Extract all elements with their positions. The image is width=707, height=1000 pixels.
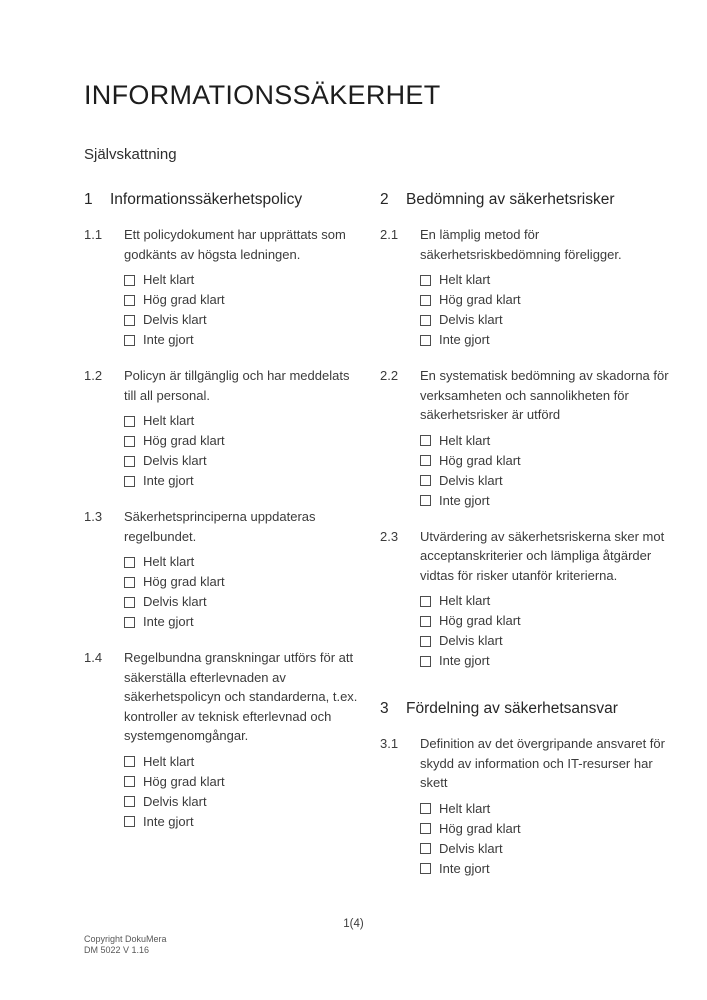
checkbox-label: Hög grad klart: [143, 574, 225, 590]
checkbox-icon[interactable]: [124, 756, 135, 767]
assessment-item: [380, 225, 670, 350]
section-title: Informationssäkerhetspolicy: [110, 191, 303, 208]
checkbox-option[interactable]: [420, 310, 670, 330]
checkbox-option[interactable]: [420, 491, 670, 511]
checkbox-icon[interactable]: [420, 656, 431, 667]
checkbox-option[interactable]: [420, 859, 670, 879]
checkbox-icon[interactable]: [124, 416, 135, 427]
checkbox-label: Hög grad klart: [143, 433, 225, 449]
checkbox-label: Delvis klart: [143, 453, 207, 469]
checkbox-icon[interactable]: [124, 315, 135, 326]
checkbox-option[interactable]: [420, 431, 670, 451]
checkbox-option[interactable]: [124, 572, 362, 592]
checkbox-label: Helt klart: [143, 554, 195, 570]
checkbox-label: Delvis klart: [143, 793, 207, 809]
checkbox-label: Inte gjort: [439, 653, 490, 669]
checkbox-icon[interactable]: [420, 475, 431, 486]
item-text: Säkerhetsprinciperna uppdateras regelbundet.: [124, 509, 316, 544]
section: [380, 190, 670, 671]
item-text: En systematisk bedömning av skadorna för verksamheten och sannolikheten för säkerhetsrisker är utförd: [420, 368, 669, 422]
checkbox-label: Inte gjort: [439, 860, 490, 876]
section: [380, 699, 670, 879]
checkbox-label: Delvis klart: [439, 312, 503, 328]
document-content: [84, 80, 669, 879]
checkbox-label: Delvis klart: [439, 633, 503, 649]
assessment-item: [84, 507, 362, 632]
checkbox-option[interactable]: [124, 592, 362, 612]
checkbox-option[interactable]: [420, 839, 670, 859]
document-subtitle: Självskattning: [84, 146, 177, 163]
section-number: 2: [380, 191, 389, 208]
assessment-item: [84, 225, 362, 350]
checkbox-option[interactable]: [124, 310, 362, 330]
checkbox-label: Hög grad klart: [439, 292, 521, 308]
checkbox-label: Hög grad klart: [439, 452, 521, 468]
checkbox-label: Inte gjort: [143, 473, 194, 489]
checkbox-option[interactable]: [420, 591, 670, 611]
checkbox-icon[interactable]: [420, 435, 431, 446]
checkbox-option[interactable]: [420, 819, 670, 839]
checkbox-icon[interactable]: [124, 557, 135, 568]
checkbox-option[interactable]: [124, 451, 362, 471]
checkbox-icon[interactable]: [124, 796, 135, 807]
checkbox-icon[interactable]: [420, 455, 431, 466]
checkbox-option[interactable]: [420, 270, 670, 290]
section-title: Fördelning av säkerhetsansvar: [406, 700, 618, 717]
document-title: INFORMATIONSSÄKERHET: [84, 80, 441, 110]
checkbox-option[interactable]: [124, 752, 362, 772]
checkbox-icon[interactable]: [124, 617, 135, 628]
item-number: 2.3: [380, 528, 399, 544]
copyright-line-1: Copyright DokuMera: [84, 934, 167, 944]
checkbox-option[interactable]: [420, 290, 670, 310]
checkbox-option[interactable]: [124, 552, 362, 572]
checkbox-label: Helt klart: [143, 753, 195, 769]
checkbox-icon[interactable]: [124, 275, 135, 286]
checkbox-option[interactable]: [124, 290, 362, 310]
option-list: [124, 270, 362, 350]
assessment-item: [84, 648, 362, 832]
item-text: Definition av det övergripande ansvaret för skydd av information och IT-resurser har skett: [420, 736, 665, 790]
checkbox-label: Delvis klart: [143, 594, 207, 610]
checkbox-option[interactable]: [124, 772, 362, 792]
checkbox-label: Helt klart: [439, 593, 491, 609]
checkbox-option[interactable]: [124, 792, 362, 812]
section-heading: [380, 699, 670, 718]
checkbox-label: Inte gjort: [439, 332, 490, 348]
assessment-item: [84, 366, 362, 491]
checkbox-option[interactable]: [124, 431, 362, 451]
item-body: [124, 225, 362, 350]
item-text: Utvärdering av säkerhetsriskerna sker mot acceptanskriterier och lämpliga åtgärder vidtas för risker utanför kriterierna.: [420, 528, 665, 583]
checkbox-label: Inte gjort: [143, 813, 194, 829]
checkbox-icon[interactable]: [420, 616, 431, 627]
checkbox-icon[interactable]: [420, 335, 431, 346]
checkbox-label: Helt klart: [439, 272, 491, 288]
item-number: 1.1: [84, 227, 103, 242]
section: [84, 190, 362, 832]
option-list: [420, 799, 670, 879]
item-number: 1.3: [84, 509, 103, 524]
option-list: [420, 270, 670, 350]
section-number: 3: [380, 700, 389, 717]
option-list: [124, 411, 362, 491]
item-number: 1.4: [84, 650, 103, 665]
checkbox-icon[interactable]: [420, 315, 431, 326]
checkbox-option[interactable]: [420, 611, 670, 631]
checkbox-option[interactable]: [420, 799, 670, 819]
checkbox-option[interactable]: [420, 471, 670, 491]
option-list: [124, 552, 362, 632]
checkbox-option[interactable]: [124, 812, 362, 832]
section-heading: [84, 190, 362, 209]
item-text: Ett policydokument har upprättats som godkänts av högsta ledningen.: [124, 227, 346, 262]
checkbox-icon[interactable]: [420, 803, 431, 814]
checkbox-option[interactable]: [420, 651, 670, 671]
checkbox-option[interactable]: [124, 330, 362, 350]
section-title: Bedömning av säkerhetsrisker: [406, 191, 615, 208]
section-heading: [380, 190, 670, 209]
column-1: [84, 190, 362, 879]
checkbox-label: Hög grad klart: [439, 613, 521, 629]
item-body: [124, 507, 362, 632]
two-column-layout: [84, 190, 669, 879]
item-body: [124, 366, 362, 491]
checkbox-icon[interactable]: [124, 335, 135, 346]
checkbox-icon[interactable]: [420, 495, 431, 506]
section-number: 1: [84, 191, 93, 208]
checkbox-option[interactable]: [420, 330, 670, 350]
item-body: [420, 527, 670, 672]
checkbox-label: Helt klart: [143, 413, 195, 429]
checkbox-option[interactable]: [420, 631, 670, 651]
column-2: [380, 190, 670, 879]
checkbox-icon[interactable]: [420, 275, 431, 286]
checkbox-icon[interactable]: [420, 596, 431, 607]
checkbox-icon[interactable]: [420, 823, 431, 834]
page-number: 1(4): [343, 918, 364, 930]
checkbox-label: Hög grad klart: [143, 773, 225, 789]
item-body: [420, 366, 670, 511]
option-list: [420, 591, 670, 671]
assessment-item: [380, 527, 670, 672]
checkbox-label: Delvis klart: [439, 472, 503, 488]
checkbox-option[interactable]: [124, 411, 362, 431]
assessment-item: [380, 734, 670, 879]
checkbox-icon[interactable]: [124, 776, 135, 787]
checkbox-icon[interactable]: [124, 476, 135, 487]
checkbox-option[interactable]: [124, 471, 362, 491]
checkbox-label: Helt klart: [143, 272, 195, 288]
checkbox-option[interactable]: [124, 612, 362, 632]
option-list: [420, 431, 670, 511]
assessment-item: [380, 366, 670, 511]
checkbox-option[interactable]: [124, 270, 362, 290]
item-number: 1.2: [84, 368, 103, 383]
option-list: [124, 752, 362, 832]
checkbox-label: Helt klart: [439, 800, 491, 816]
checkbox-icon[interactable]: [420, 636, 431, 647]
checkbox-icon[interactable]: [124, 456, 135, 467]
checkbox-icon[interactable]: [124, 577, 135, 588]
checkbox-label: Delvis klart: [439, 840, 503, 856]
checkbox-icon[interactable]: [420, 295, 431, 306]
item-body: [420, 734, 670, 879]
item-number: 3.1: [380, 736, 399, 751]
checkbox-icon[interactable]: [124, 597, 135, 608]
item-text: Regelbundna granskningar utförs för att säkerställa efterlevnaden av säkerhetspolicyn och standarderna, t.ex. kontroller av teknisk efterlevnad och systemgenomgångar.: [124, 650, 358, 743]
checkbox-icon[interactable]: [420, 863, 431, 874]
item-number: 2.1: [380, 227, 399, 242]
item-body: [124, 648, 362, 832]
checkbox-label: Hög grad klart: [143, 292, 225, 308]
checkbox-icon[interactable]: [124, 436, 135, 447]
item-body: [420, 225, 670, 350]
copyright-line-2: DM 5022 V 1.16: [84, 945, 150, 955]
checkbox-label: Inte gjort: [439, 492, 490, 508]
item-text: Policyn är tillgänglig och har meddelats till all personal.: [124, 368, 350, 403]
checkbox-label: Inte gjort: [143, 614, 194, 630]
copyright-footer: [84, 934, 167, 956]
item-number: 2.2: [380, 368, 399, 383]
checkbox-label: Delvis klart: [143, 312, 207, 328]
checkbox-icon[interactable]: [124, 295, 135, 306]
checkbox-option[interactable]: [420, 451, 670, 471]
checkbox-label: Hög grad klart: [439, 820, 521, 836]
checkbox-label: Inte gjort: [143, 332, 194, 348]
checkbox-icon[interactable]: [420, 843, 431, 854]
item-text: En lämplig metod för säkerhetsriskbedömning föreligger.: [420, 227, 622, 262]
checkbox-icon[interactable]: [124, 816, 135, 827]
checkbox-label: Helt klart: [439, 432, 491, 448]
